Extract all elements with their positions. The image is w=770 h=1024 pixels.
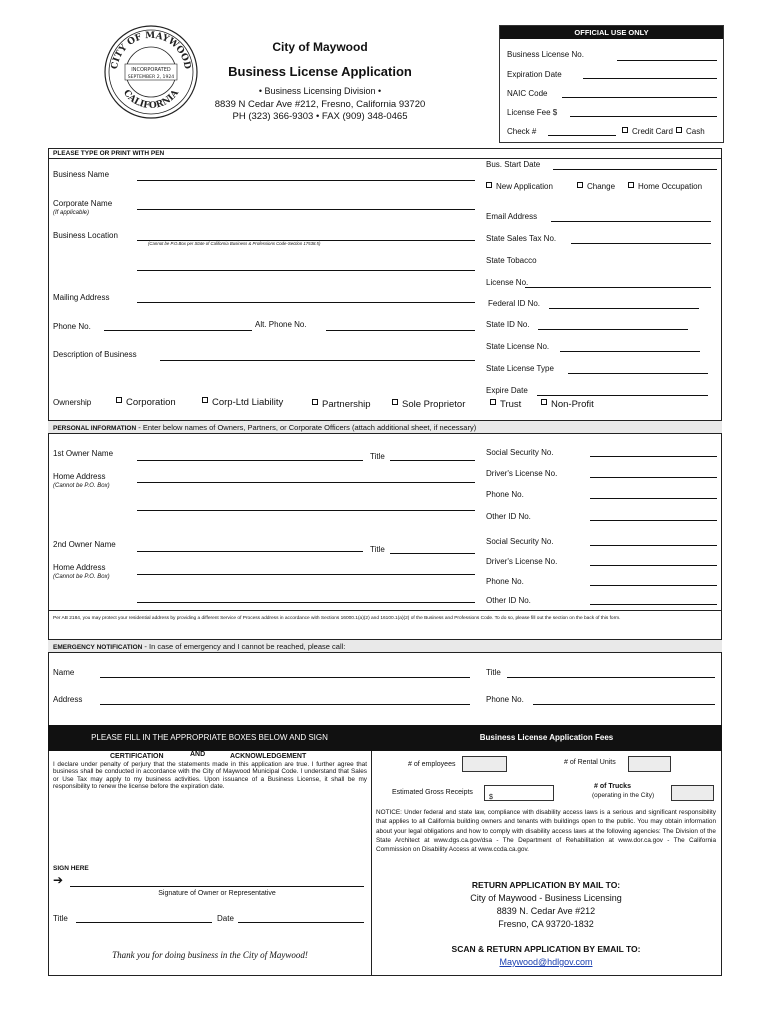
checkbox-icon (116, 397, 122, 403)
emergency-phone-field[interactable] (533, 704, 715, 705)
seal-bottom-text: CALIFORNIA (121, 88, 181, 112)
phone-label: Phone No. (53, 322, 91, 331)
address: 8839 N Cedar Ave #212, Fresno, California 93720 (214, 99, 426, 110)
phone-field[interactable] (104, 330, 252, 331)
seal-date: SEPTEMBER 2, 1924 (127, 75, 175, 80)
ownership-non-profit[interactable]: Non-Profit (541, 399, 594, 410)
sign-title-field[interactable] (76, 922, 212, 923)
trucks-sublabel: (operating in the City) (592, 792, 655, 799)
checkbox-icon (622, 127, 628, 133)
emergency-address-field[interactable] (100, 704, 470, 705)
owner2-title-label: Title (370, 545, 385, 554)
license-no-label: Business License No. (507, 50, 584, 59)
corporate-name-label: Corporate Name (53, 199, 113, 208)
owner2-home-field-2[interactable] (137, 602, 475, 603)
owner2-phone-label: Phone No. (486, 577, 524, 586)
owner2-phone-field[interactable] (590, 585, 717, 586)
checkbox-icon (577, 182, 583, 188)
rental-box[interactable] (628, 756, 671, 772)
owner1-home-field-2[interactable] (137, 510, 475, 511)
email-label: Email Address (486, 212, 538, 221)
checkbox-icon (486, 182, 492, 188)
thanks-text: Thank you for doing business in the City of Maywood! (112, 950, 308, 960)
rental-label: # of Rental Units (564, 759, 616, 766)
check-field[interactable] (548, 135, 616, 136)
trucks-label: # of Trucks (594, 783, 631, 790)
owner2-no-po: (Cannot be P.O. Box) (53, 574, 110, 580)
owner1-field[interactable] (137, 460, 363, 461)
naic-field[interactable] (562, 97, 717, 98)
owner2-home-field[interactable] (137, 574, 475, 575)
email-title: SCAN & RETURN APPLICATION BY EMAIL TO: (451, 944, 641, 954)
emergency-title-label: Title (486, 668, 501, 677)
app-home-occupation[interactable]: Home Occupation (628, 182, 702, 191)
employees-box[interactable] (462, 756, 507, 772)
owner2-ssn-field[interactable] (590, 545, 717, 546)
cert-heading-2: AND (190, 751, 206, 758)
fee-field[interactable] (570, 116, 717, 117)
mail-line-2: 8839 N. Cedar Ave #212 (496, 906, 596, 916)
cert-heading-3: ACKNOWLEDGEMENT (230, 753, 307, 760)
sign-date-field[interactable] (238, 922, 364, 923)
checkbox-icon (490, 399, 496, 405)
mail-line-3: Fresno, CA 93720-1832 (498, 919, 594, 929)
fees-bar: Business License Application Fees (371, 725, 722, 751)
owner1-title-label: Title (370, 452, 385, 461)
owner1-home-label: Home Address (53, 472, 106, 481)
tobacco-label: State Tobacco (486, 256, 537, 265)
owner1-otherid-label: Other ID No. (486, 512, 531, 521)
sign-date-label: Date (217, 914, 234, 923)
sign-title-label: Title (53, 914, 68, 923)
signature-label: Signature of Owner or Representative (158, 890, 276, 897)
ownership-corp-ltd[interactable]: Corp-Ltd Liability (202, 397, 283, 408)
ownership-partnership[interactable]: Partnership (312, 399, 371, 410)
business-location-field-2[interactable] (137, 270, 475, 271)
alt-phone-field[interactable] (326, 330, 475, 331)
owner2-title-field[interactable] (390, 553, 475, 554)
receipts-box[interactable]: $ (484, 785, 554, 801)
mailing-address-field[interactable] (137, 302, 475, 303)
city-name: City of Maywood (272, 40, 368, 54)
business-name-label: Business Name (53, 170, 110, 179)
expiration-label: Expiration Date (507, 70, 562, 79)
state-id-label: State ID No. (486, 320, 530, 329)
expiration-field[interactable] (583, 78, 717, 79)
expire-field[interactable] (537, 395, 708, 396)
notice-text: NOTICE: Under federal and state law, compliance with disability access laws is a serious and significant responsibility that applies to all California building owners and tenants with buildings open to the public. You may obtain information about your legal obligations and how to comply with disability access laws at the following agencies: The Division of the State Architect at www.dgs.ca.gov/dsa - The Department of Rehabilitation at www.dor.ca.gov - The California Commission on Disability Access at www.ccda.ca.gov. (376, 809, 716, 854)
alt-phone-label: Alt. Phone No. (255, 320, 307, 329)
cert-text: I declare under penalty of perjury that the statements made in this application are true. I further agree that business shall be conducted in accordance with the City of Maywood Municipal Code. I understand that Sales or Use Tax may apply to my business activities. Upon issuance of a Business License, it shall be my responsibility to renew the license before the expiration date. (53, 761, 367, 790)
form-title: Business License Application (228, 64, 412, 79)
federal-field[interactable] (549, 308, 699, 309)
owner1-label: 1st Owner Name (53, 449, 114, 458)
if-applicable-note: (If applicable) (53, 210, 90, 216)
owner2-ssn-label: Social Security No. (486, 537, 554, 546)
owner1-no-po: (Cannot be P.O. Box) (53, 483, 110, 489)
checkbox-icon (202, 397, 208, 403)
ab2184-note: Per AB 2184, you may protect your residential address by providing a different Service of Process address in accordance with Sections 16000.1(a)(2) and 16100.1(a)(2) of the Business and Professions Code. To do so, please fill out the section on the back of this form. (53, 616, 621, 621)
start-date-field[interactable] (553, 169, 717, 170)
email-link[interactable]: Maywood@hdlgov.com (499, 957, 593, 967)
corporate-name-field[interactable] (137, 209, 475, 210)
ownership-trust[interactable]: Trust (490, 399, 521, 410)
tobacco-license-field[interactable] (525, 287, 711, 288)
sales-tax-label: State Sales Tax No. (486, 234, 557, 243)
owner2-label: 2nd Owner Name (53, 540, 116, 549)
app-change[interactable]: Change (577, 182, 615, 191)
email-field[interactable] (551, 221, 711, 222)
emergency-name-label: Name (53, 668, 75, 677)
checkbox-icon (312, 399, 318, 405)
sign-bar: PLEASE FILL IN THE APPROPRIATE BOXES BELOW AND SIGN (48, 725, 371, 751)
business-name-field[interactable] (137, 180, 475, 181)
division: • Business Licensing Division • (258, 86, 382, 96)
emergency-name-field[interactable] (100, 677, 470, 678)
cash-option[interactable]: Cash (676, 127, 705, 136)
state-id-field[interactable] (538, 329, 688, 330)
checkbox-icon (628, 182, 634, 188)
state-license-field[interactable] (560, 351, 700, 352)
credit-card-option[interactable]: Credit Card (622, 127, 673, 136)
checkbox-icon (541, 399, 547, 405)
owner2-home-label: Home Address (53, 563, 106, 572)
sales-tax-field[interactable] (571, 243, 711, 244)
mail-line-1: City of Maywood - Business Licensing (470, 893, 622, 903)
owner1-dl-label: Driver's License No. (486, 469, 558, 478)
ownership-sole-proprietor[interactable]: Sole Proprietor (392, 399, 465, 410)
mail-title: RETURN APPLICATION BY MAIL TO: (471, 880, 621, 890)
receipts-label: Estimated Gross Receipts (392, 789, 473, 796)
owner2-otherid-label: Other ID No. (486, 596, 531, 605)
expire-label: Expire Date (486, 386, 528, 395)
cert-heading-1: CERTIFICATION (110, 753, 164, 760)
mailing-address-label: Mailing Address (53, 293, 110, 302)
emergency-title-field[interactable] (507, 677, 715, 678)
naic-label: NAIC Code (507, 89, 548, 98)
section-personal: PERSONAL INFORMATION - Enter below names of Owners, Partners, or Corporate Officers (attach additional sheet, if necessary) (48, 420, 722, 434)
owner2-dl-field[interactable] (590, 565, 717, 566)
signature-field[interactable] (70, 886, 364, 887)
state-license-label: State License No. (486, 342, 550, 351)
start-date-label: Bus. Start Date (486, 160, 541, 169)
city-seal-icon (103, 24, 199, 120)
location-note: (Cannot be P.O.Box per State of California Business & Professions Code-Section 17538.5) (148, 241, 321, 246)
arrow-icon: ➔ (53, 873, 64, 887)
section-business: PLEASE TYPE OR PRINT WITH PEN (53, 150, 165, 157)
state-license-type-field[interactable] (568, 373, 708, 374)
emergency-address-label: Address (53, 695, 83, 704)
owner1-otherid-field[interactable] (590, 520, 717, 521)
check-label: Check # (507, 127, 537, 136)
owner1-phone-label: Phone No. (486, 490, 524, 499)
description-label: Description of Business (53, 350, 137, 359)
employees-label: # of employees (408, 761, 456, 768)
owner2-field[interactable] (137, 551, 363, 552)
app-new[interactable]: New Application (486, 182, 553, 191)
business-location-label: Business Location (53, 231, 118, 240)
description-field[interactable] (160, 360, 475, 361)
trucks-box[interactable] (671, 785, 714, 801)
checkbox-icon (392, 399, 398, 405)
owner1-home-field[interactable] (137, 482, 475, 483)
checkbox-icon (676, 127, 682, 133)
owner1-title-field[interactable] (390, 460, 475, 461)
owner1-ssn-field[interactable] (590, 456, 717, 457)
sign-here-label: SIGN HERE (53, 865, 89, 872)
fee-label: License Fee $ (507, 108, 558, 117)
emergency-phone-label: Phone No. (486, 695, 524, 704)
state-license-type-label: State License Type (486, 364, 554, 373)
official-use-box (499, 25, 724, 143)
owner2-otherid-field[interactable] (590, 604, 717, 605)
federal-label: Federal ID No. (488, 299, 541, 308)
seal-top-text: CITY OF MAYWOOD (110, 30, 193, 71)
owner1-ssn-label: Social Security No. (486, 448, 554, 457)
license-no-field[interactable] (617, 60, 717, 61)
owner1-phone-field[interactable] (590, 498, 717, 499)
official-use-title: OFFICIAL USE ONLY (500, 26, 723, 39)
tobacco-license-label: License No. (486, 278, 529, 287)
owner2-dl-label: Driver's License No. (486, 557, 558, 566)
owner1-dl-field[interactable] (590, 477, 717, 478)
phone-fax: PH (323) 366-9303 • FAX (909) 348-0465 (232, 111, 408, 122)
section-emergency: EMERGENCY NOTIFICATION - In case of emergency and I cannot be reached, please call: (48, 639, 722, 653)
ownership-corporation[interactable]: Corporation (116, 397, 176, 408)
ownership-label: Ownership (53, 398, 92, 407)
seal-incorporated: INCORPORATED (131, 67, 171, 73)
